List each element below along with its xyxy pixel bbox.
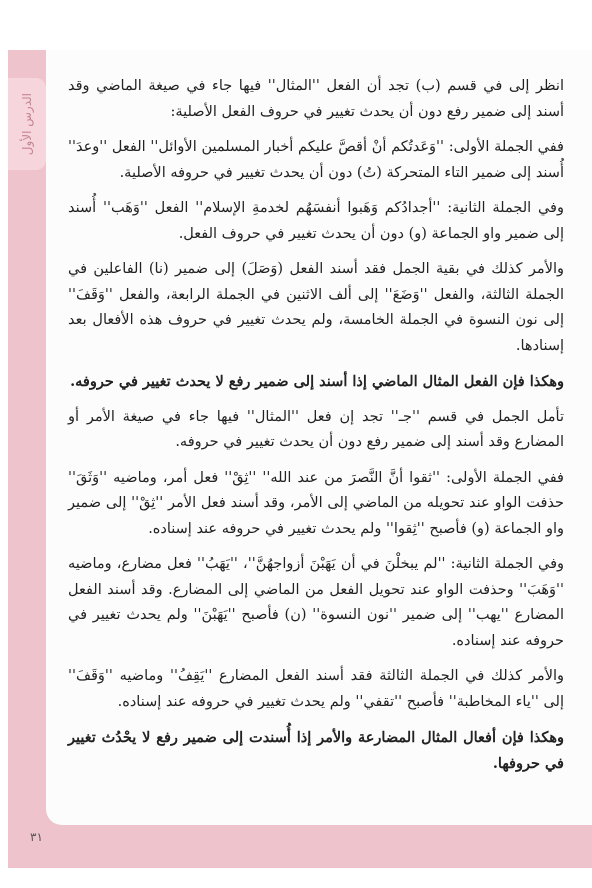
paragraph: انظر إلى في قسم (ب) تجد أن الفعل ''المثال'' فيها جاء في صيغة الماضي وقد أسند إلى ضمير رفع دون أن يحدث تغيير في حروف الفعل الأصلية:	[68, 78, 564, 120]
paragraph: ففي الجملة الأولى: ''ثقوا أنَّ النَّصرَ من عند الله'' ''ثِقْ'' فعل أمر، وماضيه ''وَثَقَ'' حذفت الواو عند تحويله من الماضي إلى الأمر، وقد أسند فعل الأمر ''ثِقْ'' إلى ضمير واو الجماعة (و) فأصبح ''ثِقوا'' ولم يحدث تغيير في حروفه عند إسناده.	[68, 469, 564, 537]
summary-paragraph: وهكذا فإن أفعال المثال المضارعة والأمر إذا أُسندت إلى ضمير رفع لا يحْدُث تغيير في حروفها.	[68, 729, 564, 772]
paragraph: والأمر كذلك في الجملة الثالثة فقد أسند الفعل المضارع ''يَقِفُ'' وماضيه ''وَقَفَ'' إلى ''ياء المخاطبة'' فأصبح ''تقفي'' ولم يحدث تغيير في حروفه عند إسناده.	[68, 668, 564, 710]
paragraph: وفي الجملة الثانية: ''أجدادُكم وَهَبوا أنفسَهُم لخدمةِ الإسلام'' الفعل ''وَهَب'' أُسند إلى ضمير واو الجماعة (و) دون أن يحدث تغيير في حروف الفعل.	[68, 200, 564, 242]
paragraph: والأمر كذلك في بقية الجمل فقد أسند الفعل (وَصَلَ) إلى ضمير (نا) الفاعلين في الجملة الثالثة، والفعل ''وَضَعَ'' إلى ألف الاثنين في الجملة الرابعة، والفعل ''وَقَفَ'' إلى نون النسوة في الجملة الخامسة، ولم يحدث تغيير في حروف هذه الأفعال بعد إسنادها.	[68, 261, 564, 354]
book-page	[46, 50, 592, 825]
lesson-side-tab-label: الدرس الأول	[20, 92, 34, 156]
page-body	[68, 74, 564, 776]
paragraph: تأمل الجمل في قسم ''جـ'' تجد إن فعل ''المثال'' فيها جاء في صيغة الأمر أو المضارع وقد أسند إلى ضمير رفع دون أن يحدث تغيير في حروفه.	[68, 408, 564, 450]
paragraph: وفي الجملة الثانية: ''لم يبخلْنَ في أن يَهَبْنَ أزواجهُنَّ''، ''يَهَبُ'' فعل مضارع، وماضيه ''وَهَبَ'' وحذفت الواو عند تحويل الفعل من الماضي إلى المضارع. وقد أسند الفعل المضارع ''يهب'' إلى ضمير ''نون النسوة'' (ن) فأصبح ''يَهَبْنَ'' ولم يحدث تغيير في حروفه عند إسناده.	[68, 556, 564, 649]
summary-paragraph: وهكذا فإن الفعل المثال الماضي إذا أسند إلى ضمير رفع لا يحدث تغيير في حروفه.	[70, 373, 564, 390]
lesson-side-tab	[8, 78, 46, 170]
page-number: ٣١	[30, 830, 43, 844]
paragraph: ففي الجملة الأولى: ''وَعَدتُكم أنْ أقصَّ عليكم أخبار المسلمين الأوائل'' الفعل ''وعدَ'' أُسند إلى ضمير التاء المتحركة (تُ) دون أن يحدث تغيير في حروفه الأصلية.	[68, 139, 564, 181]
